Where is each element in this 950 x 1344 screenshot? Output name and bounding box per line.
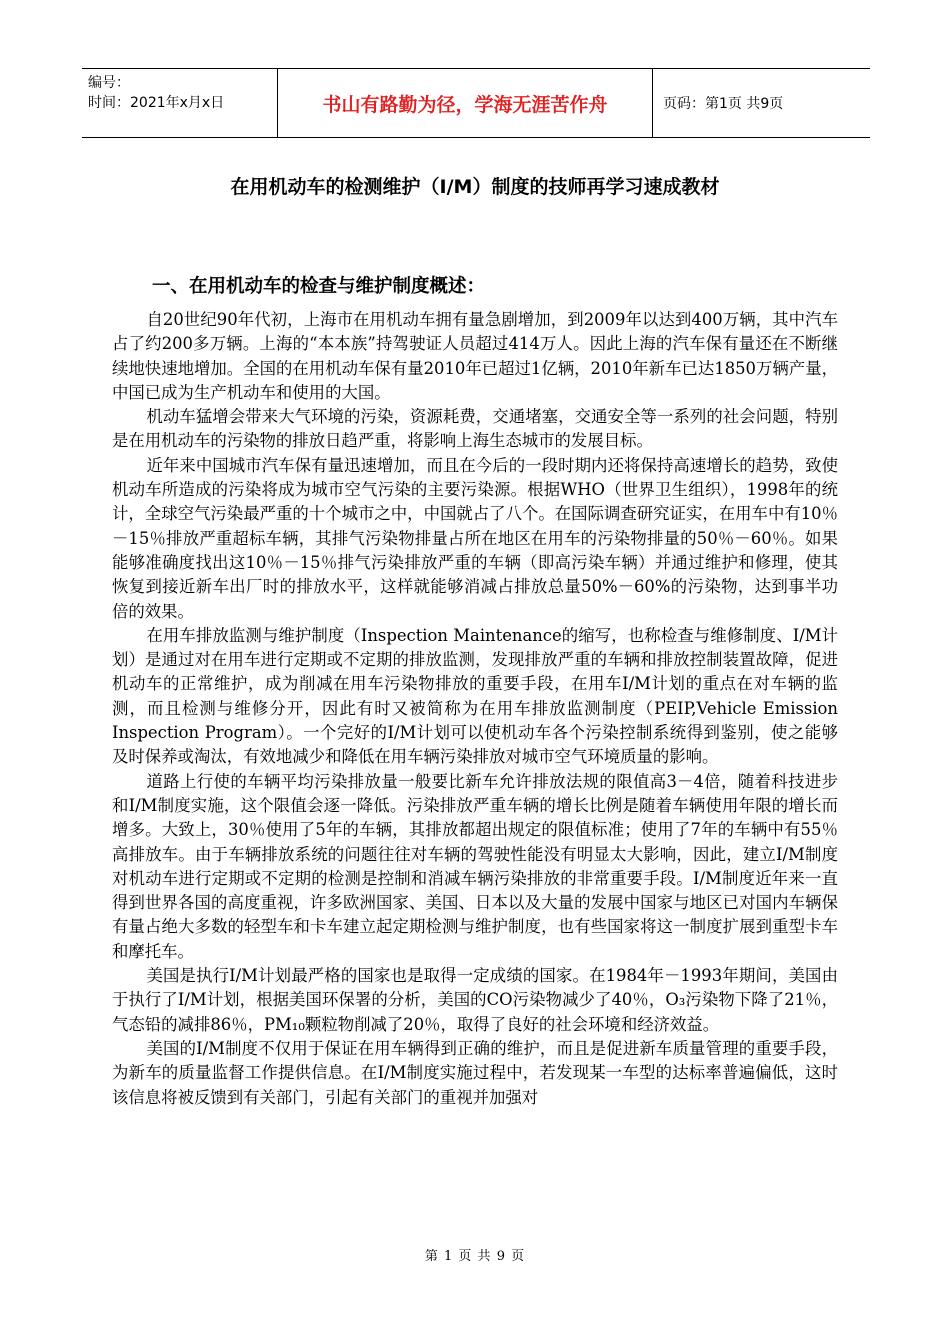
document-body (112, 308, 844, 1110)
paragraph: 美国的I/M制度不仅用于保证在用车辆得到正确的维护，而且是促进新车质量管理的重要手段，为新车的质量监督工作提供信息。在I/M制度实施过程中，若发现某一车型的达标率普遍偏低，这时该信息将被反馈到有关部门，引起有关部门的重视并加强对 (112, 1038, 838, 1107)
paragraph: 机动车猛增会带来大气环境的污染，资源耗费，交通堵塞，交通安全等一系列的社会问题，特别是在用机动车的污染物的排放日趋严重，将影响上海生态城市的发展目标。 (112, 407, 838, 451)
paragraph: 在用车排放监测与维护制度（Inspection Maintenance的缩写，也称检查与维修制度、I/M计划）是通过对在用车进行定期或不定期的排放监测，发现排放严重的车辆和排放控制装置故障，促进机动车的正常维护，成为削减在用车污染物排放的重要手段，在用车I/M计划的重点在对车辆的监测，而且检测与维修分开，因此有时又被简称为在用车排放监测制度（PEIP,Vehicle Emission Inspection Program）。一个完好的I/M计划可以使机动车各个污染控制系统得到鉴别，使之能够及时保养或淘汰，有效地减少和降低在用车辆污染排放对城市空气环境质量的影响。 (112, 625, 844, 767)
document-time: 时间：2021年x月x日 (88, 95, 225, 111)
section-heading: 一、在用机动车的检查与维护制度概述： (152, 276, 486, 297)
page-header (82, 68, 870, 138)
paragraph: 近年来中国城市汽车保有量迅速增加，而且在今后的一段时期内还将保持高速增长的趋势，致使机动车所造成的污染将成为城市空气污染的主要污染源。根据WHO（世界卫生组织），1998年的统计，全球空气污染最严重的十个城市之中，中国就占了八个。在国际调查研究证实，在用车中有10％－15％排放严重超标车辆，其排气污染物排量占所在地区在用车的污染物排量的50％－60％。如果能够准确度找出这10％－15％排气污染排放严重的车辆（即高污染车辆）并通过维护和修理，使其恢复到接近新车出厂时的排放水平，这样就能够消减占排放总量50%－60%的污染物，达到事半功倍的效果。 (112, 455, 838, 621)
paragraph: 道路上行使的车辆平均污染排放量一般要比新车允许排放法规的限值高3－4倍，随着科技进步和I/M制度实施，这个限值会逐一降低。污染排放严重车辆的增长比例是随着车辆使用年限的增长而增多。大致上，30％使用了5年的车辆，其排放都超出规定的限值标准；使用了7年的车辆中有55％高排放车。由于车辆排放系统的问题往往对车辆的驾驶性能没有明显太大影响，因此，建立I/M制度对机动车进行定期或不定期的检测是控制和消减车辆污染排放的非常重要手段。I/M制度近年来一直得到世界各国的高度重视，许多欧洲国家、美国、日本以及大量的发展中国家与地区已对国内车辆保有量占绝大多数的轻型车和卡车建立起定期检测与维护制度，也有些国家将这一制度扩展到重型卡车和摩托车。 (112, 771, 838, 961)
document-title: 在用机动车的检测维护（I/M）制度的技师再学习速成教材 (230, 176, 720, 198)
header-meta (82, 69, 278, 137)
header-page-info: 页码：第1页 共9页 (663, 96, 784, 112)
paragraph: 自20世纪90年代初，上海市在用机动车拥有量急剧增加，到2009年以达到400万辆，其中汽车占了约200多万辆。上海的“本本族”持驾驶证人员超过414万人。因此上海的汽车保有量还在不断继续地快速地增加。全国的在用机动车保有量2010年已超过1亿辆，2010年新车已达1850万辆产量，中国已成为生产机动车和使用的大国。 (112, 310, 838, 402)
document-code: 编号： (88, 75, 130, 91)
page-footer: 第 1 页 共 9 页 (424, 1249, 526, 1264)
header-motto: 书山有路勤为径，学海无涯苦作舟 (278, 69, 653, 137)
paragraph: 美国是执行I/M计划最严格的国家也是取得一定成绩的国家。在1984年－1993年期间，美国由于执行了I/M计划，根据美国环保署的分析，美国的CO污染物减少了40％，O₃污染物下降了21％，气态铅的减排86％，PM₁₀颗粒物削减了20％，取得了良好的社会环境和经济效益。 (112, 966, 838, 1034)
